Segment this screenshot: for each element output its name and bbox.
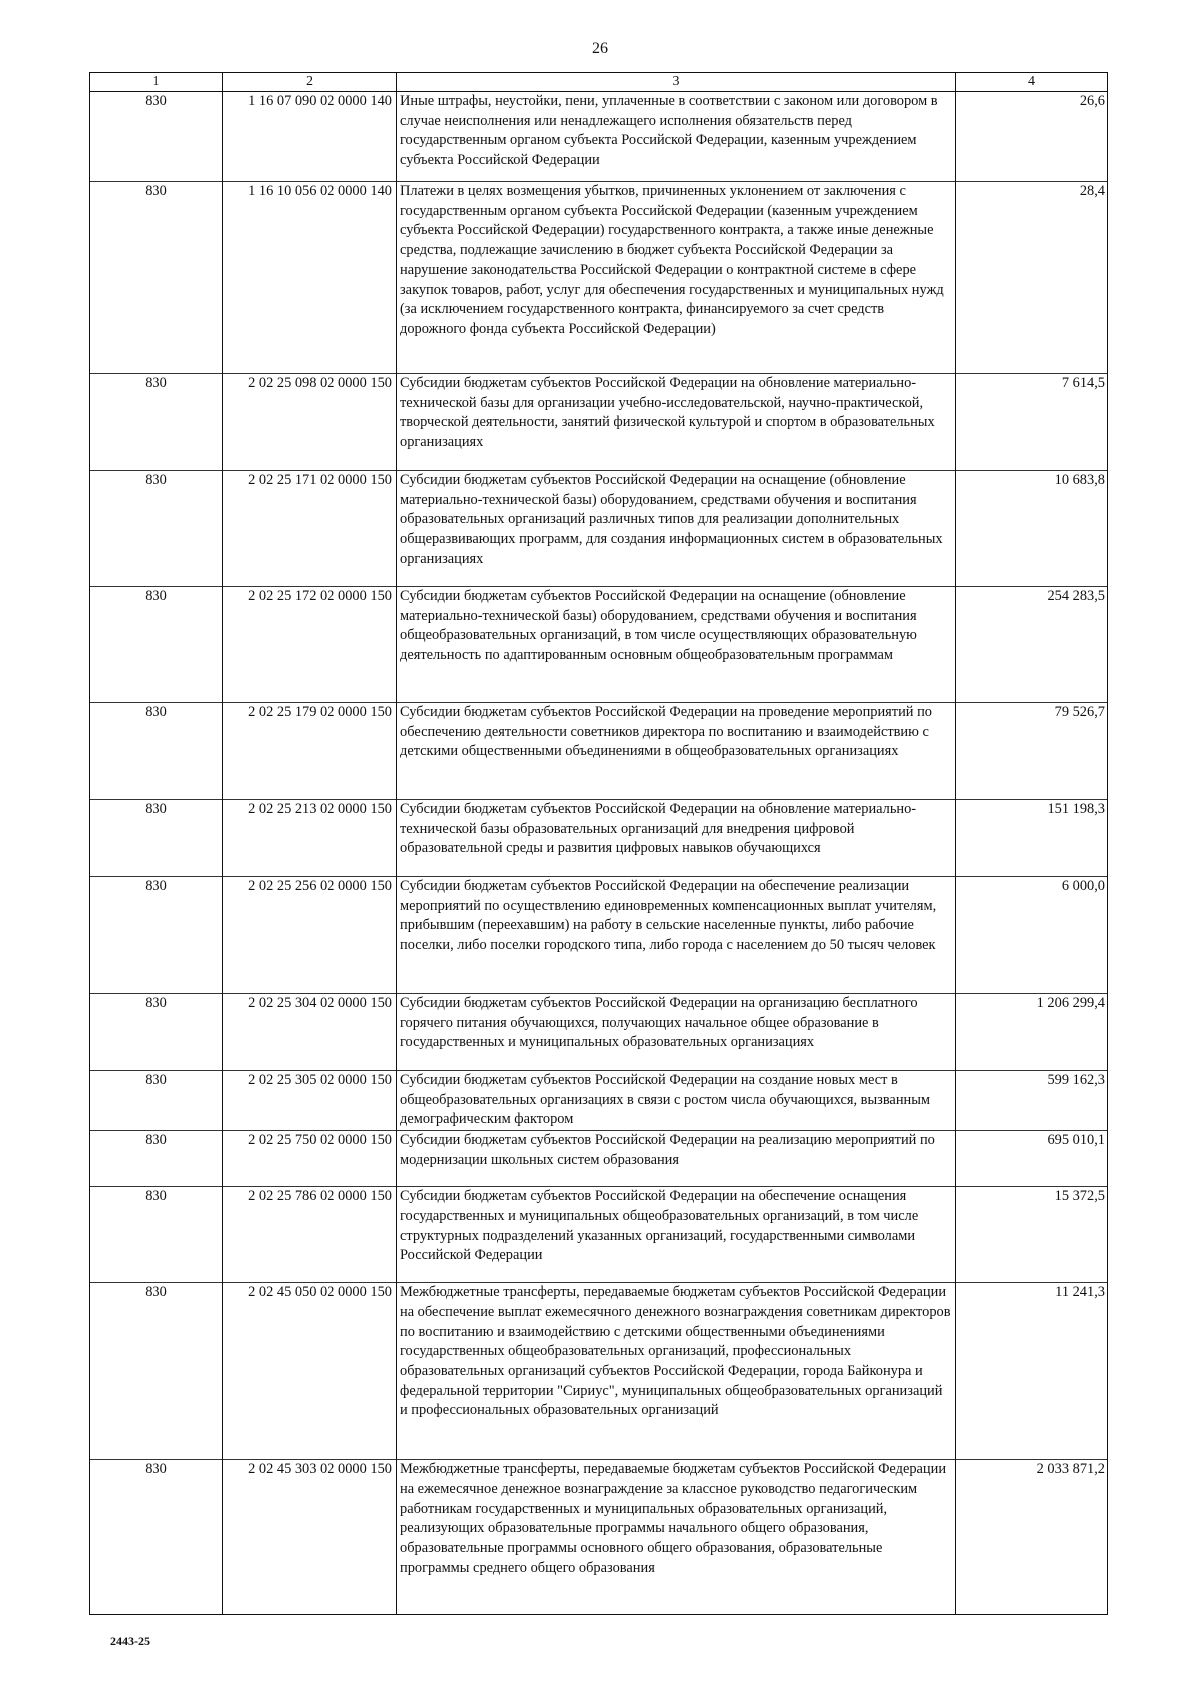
amount-cell: 151 198,3 [956,800,1108,877]
budget-code-cell: 2 02 25 172 02 0000 150 [223,587,397,703]
table-row [90,182,1108,374]
description-cell: Субсидии бюджетам субъектов Российской Федерации на оснащение (обновление материально-технической базы) оборудованием, средствами обучения и воспитания образовательных организаций различных типов для реализации дополнительных общеразвивающих программ, для создания информационных систем в образовательных организациях [397,471,956,587]
admin-code-cell: 830 [90,1283,223,1460]
table-row [90,1187,1108,1283]
table-row [90,703,1108,800]
description-cell: Иные штрафы, неустойки, пени, уплаченные в соответствии с законом или договором в случае неисполнения или ненадлежащего исполнения обязательств перед государственным органом субъекта Российской Федерации, казенным учреждением субъекта Российской Федерации [397,92,956,182]
budget-code-cell: 2 02 25 098 02 0000 150 [223,374,397,471]
description-cell: Субсидии бюджетам субъектов Российской Федерации на обеспечение оснащения государственных и муниципальных общеобразовательных организаций, в том числе структурных подразделений указанных организаций, государственными символами Российской Федерации [397,1187,956,1283]
budget-code-cell: 2 02 25 179 02 0000 150 [223,703,397,800]
table-row [90,471,1108,587]
document-reference-code: 2443-25 [110,1634,150,1648]
description-cell: Субсидии бюджетам субъектов Российской Федерации на реализацию мероприятий по модернизации школьных систем образования [397,1131,956,1187]
budget-code-cell: 1 16 07 090 02 0000 140 [223,92,397,182]
amount-cell: 11 241,3 [956,1283,1108,1460]
budget-code-cell: 2 02 25 305 02 0000 150 [223,1071,397,1131]
budget-code-cell: 2 02 25 786 02 0000 150 [223,1187,397,1283]
admin-code-cell: 830 [90,182,223,374]
description-cell: Субсидии бюджетам субъектов Российской Федерации на обновление материально-технической базы для организации учебно-исследовательской, научно-практической, творческой деятельности, занятий физической культурой и спортом в образовательных организациях [397,374,956,471]
description-cell: Платежи в целях возмещения убытков, причиненных уклонением от заключения с государственным органом субъекта Российской Федерации (казенным учреждением субъекта Российской Федерации) государственного контракта, а также иные денежные средства, подлежащие зачислению в бюджет субъекта Российской Федерации за нарушение законодательства Российской Федерации о контрактной системе в сфере закупок товаров, работ, услуг для обеспечения государственных и муниципальных нужд (за исключением государственного контракта, финансируемого за счет средств дорожного фонда субъекта Российской Федерации) [397,182,956,374]
table-row [90,587,1108,703]
table-row [90,877,1108,994]
table-row [90,92,1108,182]
description-cell: Межбюджетные трансферты, передаваемые бюджетам субъектов Российской Федерации на ежемесячное денежное вознаграждение за классное руководство педагогическим работникам государственных и муниципальных образовательных организаций, реализующих образовательные программы начального общего образования, образовательные программы основного общего образования, образовательные программы среднего общего образования [397,1460,956,1615]
amount-cell: 10 683,8 [956,471,1108,587]
column-header-admin-code: 1 [90,73,223,92]
amount-cell: 79 526,7 [956,703,1108,800]
description-cell: Субсидии бюджетам субъектов Российской Федерации на проведение мероприятий по обеспечению деятельности советников директора по воспитанию и взаимодействию с детскими общественными объединениями в общеобразовательных организациях [397,703,956,800]
description-cell: Субсидии бюджетам субъектов Российской Федерации на обновление материально-технической базы образовательных организаций для внедрения цифровой образовательной среды и развития цифровых навыков обучающихся [397,800,956,877]
amount-cell: 254 283,5 [956,587,1108,703]
column-header-budget-code: 2 [223,73,397,92]
amount-cell: 1 206 299,4 [956,994,1108,1071]
admin-code-cell: 830 [90,1187,223,1283]
budget-code-cell: 2 02 25 304 02 0000 150 [223,994,397,1071]
budget-code-cell: 2 02 25 171 02 0000 150 [223,471,397,587]
table-row [90,1283,1108,1460]
admin-code-cell: 830 [90,703,223,800]
table-row [90,1131,1108,1187]
table-header-row [90,73,1108,92]
amount-cell: 7 614,5 [956,374,1108,471]
table-row [90,1071,1108,1131]
revenue-table [89,72,1108,1615]
admin-code-cell: 830 [90,994,223,1071]
amount-cell: 2 033 871,2 [956,1460,1108,1615]
admin-code-cell: 830 [90,374,223,471]
table-row [90,374,1108,471]
budget-code-cell: 1 16 10 056 02 0000 140 [223,182,397,374]
description-cell: Субсидии бюджетам субъектов Российской Федерации на обеспечение реализации мероприятий по осуществлению единовременных компенсационных выплат учителям, прибывшим (переехавшим) на работу в сельские населенные пункты, либо рабочие поселки, либо поселки городского типа, либо города с населением до 50 тысяч человек [397,877,956,994]
admin-code-cell: 830 [90,1071,223,1131]
admin-code-cell: 830 [90,471,223,587]
budget-code-cell: 2 02 25 256 02 0000 150 [223,877,397,994]
table-row [90,994,1108,1071]
amount-cell: 6 000,0 [956,877,1108,994]
budget-code-cell: 2 02 25 213 02 0000 150 [223,800,397,877]
amount-cell: 15 372,5 [956,1187,1108,1283]
amount-cell: 28,4 [956,182,1108,374]
budget-code-cell: 2 02 45 303 02 0000 150 [223,1460,397,1615]
amount-cell: 695 010,1 [956,1131,1108,1187]
budget-code-cell: 2 02 45 050 02 0000 150 [223,1283,397,1460]
amount-cell: 599 162,3 [956,1071,1108,1131]
description-cell: Субсидии бюджетам субъектов Российской Федерации на оснащение (обновление материально-технической базы) оборудованием, средствами обучения и воспитания общеобразовательных организаций, в том числе осуществляющих образовательную деятельность по адаптированным основным общеобразовательным программам [397,587,956,703]
column-header-amount: 4 [956,73,1108,92]
admin-code-cell: 830 [90,800,223,877]
column-header-description: 3 [397,73,956,92]
admin-code-cell: 830 [90,877,223,994]
description-cell: Межбюджетные трансферты, передаваемые бюджетам субъектов Российской Федерации на обеспечение выплат ежемесячного денежного вознаграждения советникам директоров по воспитанию и взаимодействию с детскими общественными объединениями государственных общеобразовательных организаций, профессиональных образовательных организаций субъектов Российской Федерации, города Байконура и федеральной территории "Сириус", муниципальных общеобразовательных организаций и профессиональных образовательных организаций [397,1283,956,1460]
page-number: 26 [592,40,608,57]
amount-cell: 26,6 [956,92,1108,182]
admin-code-cell: 830 [90,92,223,182]
admin-code-cell: 830 [90,1460,223,1615]
admin-code-cell: 830 [90,587,223,703]
table-row [90,1460,1108,1615]
budget-code-cell: 2 02 25 750 02 0000 150 [223,1131,397,1187]
admin-code-cell: 830 [90,1131,223,1187]
description-cell: Субсидии бюджетам субъектов Российской Федерации на создание новых мест в общеобразовательных организациях в связи с ростом числа обучающихся, вызванным демографическим фактором [397,1071,956,1131]
table-row [90,800,1108,877]
description-cell: Субсидии бюджетам субъектов Российской Федерации на организацию бесплатного горячего питания обучающихся, получающих начальное общее образование в государственных и муниципальных образовательных организациях [397,994,956,1071]
